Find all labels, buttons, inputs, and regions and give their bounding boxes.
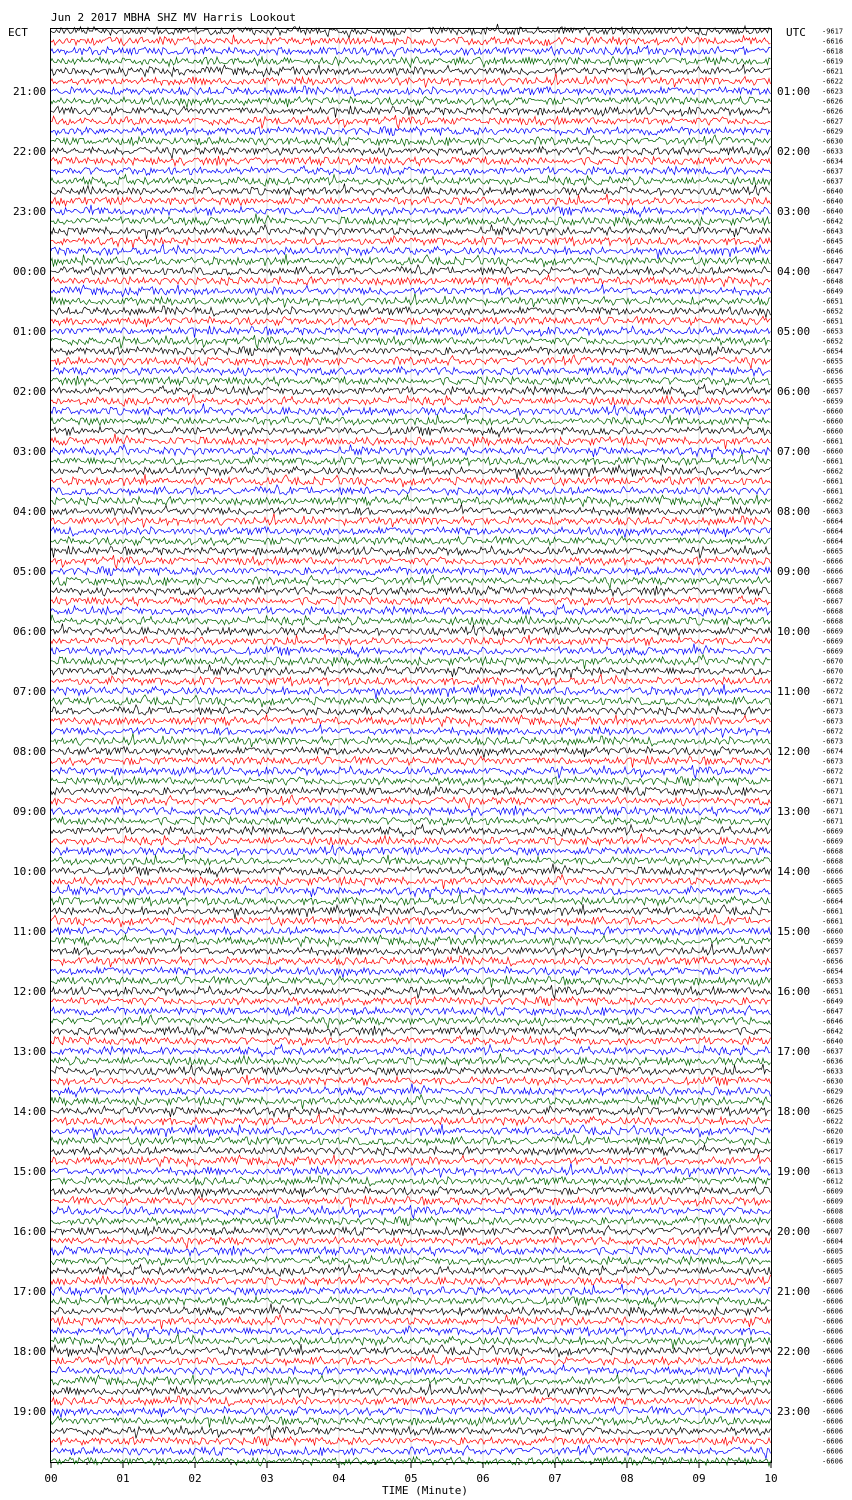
left-hour-label: 13:00 [13,1045,47,1058]
x-tick-label: 00 [44,1472,58,1485]
row-count-label: -6651 [822,987,844,996]
left-hour-label: 02:00 [13,385,47,398]
row-count-label: -6606 [822,1417,844,1426]
row-count-label: -6660 [822,447,844,456]
row-count-label: -6668 [822,617,844,626]
right-hour-label: 10:00 [777,625,811,638]
row-count-label: -6657 [822,947,844,956]
row-count-label: -6672 [822,687,844,696]
right-hour-label: 21:00 [777,1285,811,1298]
row-count-label: -6607 [822,1227,844,1236]
row-count-label: -6607 [822,1277,844,1286]
left-hour-label: 07:00 [13,685,47,698]
row-count-label: -6651 [822,317,844,326]
row-count-label: -6670 [822,667,844,676]
right-hour-label: 05:00 [777,325,811,338]
row-count-label: -6634 [822,157,844,166]
right-hour-label: 09:00 [777,565,811,578]
row-count-label: -6661 [822,457,844,466]
row-count-label: -6669 [822,627,844,636]
row-count-label: -6640 [822,187,844,196]
row-count-label: -6661 [822,477,844,486]
row-count-label: -6606 [822,1327,844,1336]
row-count-label: -6672 [822,727,844,736]
x-tick-label: 09 [692,1472,706,1485]
row-count-label: -6673 [822,737,844,746]
row-count-label: -6609 [822,1197,844,1206]
row-count-label: -6636 [822,1057,844,1066]
row-count-label: -6645 [822,237,844,246]
right-hour-label: 04:00 [777,265,811,278]
right-hour-label: 06:00 [777,385,811,398]
row-count-label: -6670 [822,657,844,666]
row-count-label: -6665 [822,887,844,896]
right-hour-label: 16:00 [777,985,811,998]
row-count-label: -6653 [822,327,844,336]
row-count-label: -6618 [822,47,844,56]
row-count-label: -6660 [822,927,844,936]
x-tick-label: 05 [404,1472,418,1485]
row-count-label: -6637 [822,1047,844,1056]
x-tick-label: 08 [620,1472,634,1485]
row-count-label: -6671 [822,777,844,786]
x-axis-label: TIME (Minute) [381,1484,469,1497]
left-hour-label: 21:00 [13,85,47,98]
left-hour-label: 12:00 [13,985,47,998]
row-count-label: -6627 [822,117,844,126]
row-count-label: -6659 [822,397,844,406]
row-count-label: -6606 [822,1337,844,1346]
left-hour-label: 11:00 [13,925,47,938]
x-tick-label: 01 [116,1472,130,1485]
left-hour-label: 03:00 [13,445,47,458]
row-count-label: -6660 [822,427,844,436]
row-count-label: -6605 [822,1247,844,1256]
row-count-label: -6673 [822,757,844,766]
row-count-label: -6651 [822,297,844,306]
minute-gridlines [123,29,699,1462]
row-count-label: -6653 [822,977,844,986]
row-count-label: -6673 [822,707,844,716]
row-count-label: -6661 [822,487,844,496]
row-count-label: -6604 [822,1237,844,1246]
right-hour-label: 08:00 [777,505,811,518]
row-count-label: -6606 [822,1367,844,1376]
row-count-label: -6642 [822,1027,844,1036]
left-hour-label: 18:00 [13,1345,47,1358]
left-hour-label: 23:00 [13,205,47,218]
right-hour-label: 23:00 [777,1405,811,1418]
right-hour-label: 20:00 [777,1225,811,1238]
row-count-label: -6667 [822,597,844,606]
row-count-label: -6620 [822,1127,844,1136]
row-count-label: -6654 [822,967,844,976]
row-count-label: -6625 [822,1107,844,1116]
right-hour-label: 19:00 [777,1165,811,1178]
row-count-label: -6605 [822,1267,844,1276]
row-count-labels [822,28,843,1466]
right-hour-label: 17:00 [777,1045,811,1058]
row-count-label: -6652 [822,307,844,316]
row-count-label: -6662 [822,497,844,506]
row-count-label: -6652 [822,337,844,346]
row-count-label: -6668 [822,587,844,596]
row-count-label: -6661 [822,917,844,926]
row-count-label: -6662 [822,467,844,476]
left-hour-label: 00:00 [13,265,47,278]
row-count-label: -6605 [822,1257,844,1266]
row-count-label: -6621 [822,67,844,76]
right-hour-label: 03:00 [777,205,811,218]
left-hour-label: 19:00 [13,1405,47,1418]
right-hour-labels [777,85,810,1418]
row-count-label: -6666 [822,867,844,876]
row-count-label: -6643 [822,227,844,236]
row-count-label: -6661 [822,437,844,446]
right-timezone-label: UTC [786,26,806,39]
left-hour-label: 16:00 [13,1225,47,1238]
row-count-label: -6630 [822,137,844,146]
row-count-label: -6669 [822,837,844,846]
row-count-label: -6649 [822,287,844,296]
x-axis-ticks [44,1462,777,1485]
row-count-label: -6656 [822,367,844,376]
row-count-label: -6663 [822,507,844,516]
row-count-label: -6666 [822,557,844,566]
right-hour-label: 01:00 [777,85,811,98]
x-tick-label: 02 [188,1472,202,1485]
row-count-label: -6606 [822,1287,844,1296]
row-count-label: -6640 [822,1037,844,1046]
row-count-label: -6659 [822,937,844,946]
row-count-label: -6622 [822,77,844,86]
row-count-label: -6606 [822,1407,844,1416]
left-hour-label: 08:00 [13,745,47,758]
row-count-label: -6640 [822,207,844,216]
row-count-label: -6646 [822,1017,844,1026]
row-count-label: -6633 [822,1067,844,1076]
row-count-label: -6613 [822,1167,844,1176]
row-count-label: -6606 [822,1387,844,1396]
x-tick-label: 07 [548,1472,562,1485]
right-hour-label: 15:00 [777,925,811,938]
row-count-label: -6606 [822,1427,844,1436]
row-count-label: -6666 [822,567,844,576]
row-count-label: -6664 [822,897,844,906]
left-hour-label: 14:00 [13,1105,47,1118]
row-count-label: -6671 [822,807,844,816]
row-count-label: -6654 [822,347,844,356]
right-hour-label: 12:00 [777,745,811,758]
right-hour-label: 02:00 [777,145,811,158]
chart-title: Jun 2 2017 MBHA SHZ MV Harris Lookout [51,11,297,24]
row-count-label: -6672 [822,677,844,686]
left-hour-label: 10:00 [13,865,47,878]
row-count-label: -6615 [822,1157,844,1166]
row-count-label: -6668 [822,607,844,616]
row-count-label: -6608 [822,1207,844,1216]
left-hour-label: 15:00 [13,1165,47,1178]
row-count-label: -6671 [822,797,844,806]
row-count-label: -6606 [822,1357,844,1366]
row-count-label: -6655 [822,357,844,366]
left-hour-label: 05:00 [13,565,47,578]
row-count-label: -6673 [822,717,844,726]
row-count-label: -6606 [822,1317,844,1326]
row-count-label: -6647 [822,267,844,276]
row-count-label: -6637 [822,167,844,176]
row-count-label: -6608 [822,1217,844,1226]
row-count-label: -6664 [822,527,844,536]
row-count-label: -6629 [822,127,844,136]
row-count-label: -6669 [822,827,844,836]
row-count-label: -6647 [822,1007,844,1016]
row-count-label: -6630 [822,1077,844,1086]
row-count-label: -6646 [822,247,844,256]
row-count-label: -6626 [822,107,844,116]
row-count-label: -6617 [822,1147,844,1156]
left-hour-label: 09:00 [13,805,47,818]
row-count-label: -6672 [822,767,844,776]
row-count-label: -6629 [822,1087,844,1096]
row-count-label: -9617 [822,27,844,36]
row-count-label: -6665 [822,547,844,556]
left-hour-label: 22:00 [13,145,47,158]
row-count-label: -6623 [822,87,844,96]
row-count-label: -6626 [822,97,844,106]
row-count-label: -6606 [822,1437,844,1446]
row-count-label: -6667 [822,577,844,586]
row-count-label: -6606 [822,1377,844,1386]
x-tick-label: 04 [332,1472,346,1485]
row-count-label: -6616 [822,37,844,46]
row-count-label: -6609 [822,1187,844,1196]
row-count-label: -6655 [822,377,844,386]
row-count-label: -6606 [822,1447,844,1456]
row-count-label: -6657 [822,387,844,396]
row-count-label: -6668 [822,857,844,866]
left-timezone-label: ECT [8,26,28,39]
left-hour-label: 06:00 [13,625,47,638]
row-count-label: -6606 [822,1457,844,1466]
right-hour-label: 13:00 [777,805,811,818]
row-count-label: -6669 [822,647,844,656]
row-count-label: -6669 [822,637,844,646]
row-count-label: -6622 [822,1117,844,1126]
row-count-label: -6648 [822,277,844,286]
row-count-label: -6674 [822,747,844,756]
x-tick-label: 03 [260,1472,274,1485]
row-count-label: -6661 [822,907,844,916]
row-count-label: -6642 [822,217,844,226]
row-count-label: -6671 [822,817,844,826]
row-count-label: -6637 [822,177,844,186]
row-count-label: -6633 [822,147,844,156]
row-count-label: -6647 [822,257,844,266]
row-count-label: -6606 [822,1297,844,1306]
x-tick-label: 06 [476,1472,490,1485]
row-count-label: -6606 [822,1347,844,1356]
left-hour-label: 17:00 [13,1285,47,1298]
right-hour-label: 07:00 [777,445,811,458]
row-count-label: -6612 [822,1177,844,1186]
row-count-label: -6626 [822,1097,844,1106]
right-hour-label: 11:00 [777,685,811,698]
row-count-label: -6606 [822,1397,844,1406]
row-count-label: -6664 [822,517,844,526]
right-hour-label: 22:00 [777,1345,811,1358]
row-count-label: -6660 [822,417,844,426]
row-count-label: -6665 [822,877,844,886]
row-count-label: -6660 [822,407,844,416]
left-hour-label: 04:00 [13,505,47,518]
right-hour-label: 14:00 [777,865,811,878]
row-count-label: -6668 [822,847,844,856]
row-count-label: -6671 [822,697,844,706]
row-count-label: -6656 [822,957,844,966]
row-count-label: -6619 [822,57,844,66]
row-count-label: -6649 [822,997,844,1006]
row-count-label: -6606 [822,1307,844,1316]
row-count-label: -6640 [822,197,844,206]
left-hour-labels [13,85,46,1418]
row-count-label: -6664 [822,537,844,546]
left-hour-label: 01:00 [13,325,47,338]
row-count-label: -6619 [822,1137,844,1146]
x-tick-label: 10 [764,1472,778,1485]
row-count-label: -6671 [822,787,844,796]
right-hour-label: 18:00 [777,1105,811,1118]
